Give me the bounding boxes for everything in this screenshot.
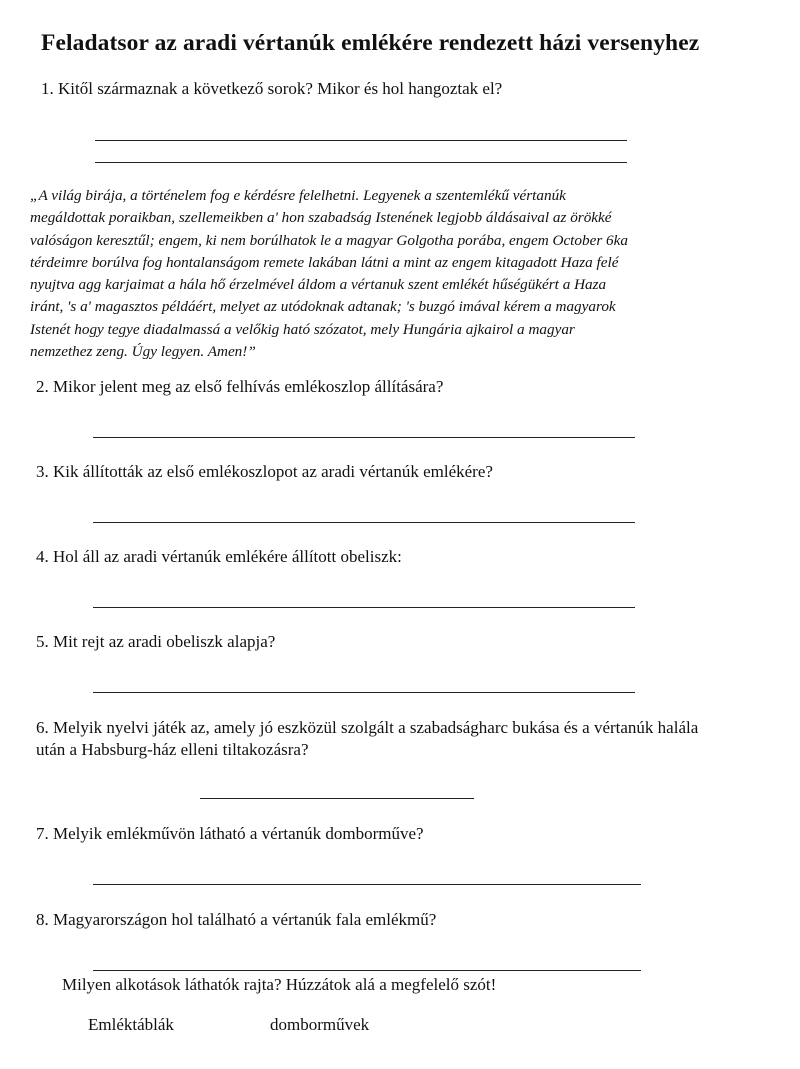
answer-line-8[interactable] [93, 970, 641, 971]
page-title: Feladatsor az aradi vértanúk emlékére rendezett házi versenyhez [41, 30, 700, 56]
quote-line: iránt, 's a' magasztos példáért, melyet az utódoknak adtanak; 's buzgó imával kérem a magyarok [30, 298, 616, 316]
answer-line-2[interactable] [93, 437, 635, 438]
question-6-line1: 6. Melyik nyelvi játék az, amely jó eszközül szolgált a szabadságharc bukása és a vértanúk halála [36, 718, 699, 737]
answer-line-5[interactable] [93, 692, 635, 693]
quote-line: Istenét hogy tegye diadalmassá a velőkig ható szózatot, mely Hungária ajkairol a magyar [30, 320, 575, 338]
question-7: 7. Melyik emlékművön látható a vértanúk domborműve? [36, 824, 424, 843]
question-6-line2: után a Habsburg-ház elleni tiltakozásra? [36, 740, 309, 759]
question-8-sub: Milyen alkotások láthatók rajta? Húzzátok alá a megfelelő szót! [62, 975, 497, 994]
quote-line: nyujtva agg karjaimat a hála hő érzelmével áldom a vértanuk szent emlékét hűségükért a Haza [30, 276, 607, 294]
option-dombormuvek[interactable]: domborművek [270, 1015, 370, 1034]
quote-line: „A világ birája, a történelem fog e kérdésre felelhetni. Legyenek a szentemlékű vértanúk [30, 187, 566, 204]
answer-line-4[interactable] [93, 607, 635, 608]
option-emlektablak[interactable]: Emléktáblák [88, 1015, 174, 1034]
answer-line-3[interactable] [93, 522, 635, 523]
quote-line: térdeimre borúlva fog hontalanságom remete lakában látni a mint az engem kitagadott Haza felé [30, 253, 619, 271]
question-5: 5. Mit rejt az aradi obeliszk alapja? [36, 632, 276, 651]
quote-line: valóságon keresztűl; engem, ki nem borúlhatok le a magyar Golgotha porába, engem October 6ka [30, 231, 628, 249]
question-1: 1. Kitől származnak a következő sorok? Mikor és hol hangoztak el? [41, 79, 503, 98]
answer-line-6[interactable] [200, 798, 474, 799]
answer-line-1b[interactable] [95, 162, 627, 163]
quote-line: megáldottak poraikban, szellemeikben a' hon szabadság Istenének legjobb áldásaival az örökké [30, 209, 612, 227]
quote-line: nemzethez zeng. Úgy legyen. Amen!” [30, 343, 256, 361]
question-8: 8. Magyarországon hol található a vértanúk fala emlékmű? [36, 910, 437, 929]
question-4: 4. Hol áll az aradi vértanúk emlékére állított obeliszk: [36, 547, 402, 566]
quote-block [30, 185, 770, 363]
question-2: 2. Mikor jelent meg az első felhívás emlékoszlop állítására? [36, 377, 444, 396]
answer-line-1a[interactable] [95, 140, 627, 141]
answer-line-7[interactable] [93, 884, 641, 885]
question-3: 3. Kik állították az első emlékoszlopot az aradi vértanúk emlékére? [36, 462, 493, 481]
